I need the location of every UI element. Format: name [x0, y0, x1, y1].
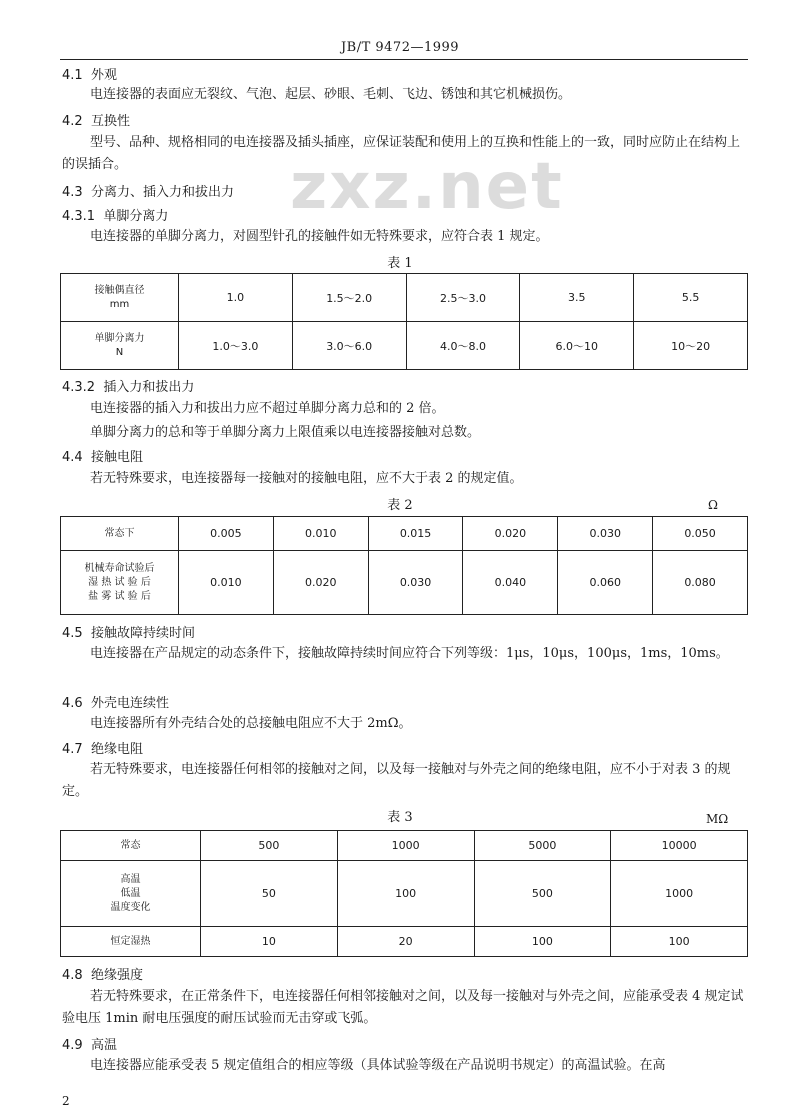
table-row — [61, 927, 748, 957]
table-3-caption: 表 3 — [387, 810, 413, 825]
table-row-header: 单脚分离力 N — [61, 322, 179, 370]
table-cell: 0.020 — [463, 517, 558, 551]
table-cell: 3.0～6.0 — [292, 322, 406, 370]
table-row-header: 常态下 — [61, 517, 179, 551]
table-cell: 1.0～3.0 — [179, 322, 293, 370]
table-cell: 100 — [474, 927, 611, 957]
table-cell: 500 — [201, 831, 338, 861]
table-row — [61, 831, 748, 861]
table-cell: 0.060 — [558, 551, 653, 615]
section-4-3-heading — [62, 181, 234, 200]
table-cell: 0.010 — [273, 517, 368, 551]
section-4-5-heading — [62, 622, 195, 641]
table-2 — [60, 516, 748, 615]
table-cell: 20 — [337, 927, 474, 957]
table-1-caption: 表 1 — [387, 256, 413, 271]
section-number: 4.5 — [62, 626, 83, 641]
table-row-header: 接触偶直径 mm — [61, 274, 179, 322]
section-4-8-text: 若无特殊要求，在正常条件下，电连接器任何相邻接触对之间，以及每一接触对与外壳之间，应能承受表 4 规定试验电压 1min 耐电压强度的耐压试验而无击穿或飞弧。 — [62, 989, 744, 1026]
section-4-6-heading — [62, 692, 169, 711]
table-row — [61, 861, 748, 927]
section-4-6-text: 电连接器所有外壳结合处的总接触电阻应不大于 2mΩ。 — [90, 716, 412, 731]
table-cell: 0.050 — [653, 517, 748, 551]
table-cell: 1000 — [611, 861, 748, 927]
table-cell: 0.005 — [179, 517, 274, 551]
table-row-header: 高温 低温 温度变化 — [61, 861, 201, 927]
section-4-4-text: 若无特殊要求，电连接器每一接触对的接触电阻，应不大于表 2 的规定值。 — [90, 471, 523, 486]
section-4-3-1-heading — [62, 205, 168, 224]
section-number: 4.9 — [62, 1038, 83, 1053]
table-3-unit: MΩ — [706, 812, 729, 826]
table-row — [61, 551, 748, 615]
section-4-7-text: 若无特殊要求，电连接器任何相邻的接触对之间，以及每一接触对与外壳之间的绝缘电阻，应不小于对表 3 的规定。 — [62, 762, 731, 799]
table-3 — [60, 830, 748, 957]
table-row-header: 常态 — [61, 831, 201, 861]
table-cell: 1000 — [337, 831, 474, 861]
table-cell: 4.0～8.0 — [406, 322, 520, 370]
section-4-3-2-text-2: 单脚分离力的总和等于单脚分离力上限值乘以电连接器接触对总数。 — [90, 425, 481, 440]
table-cell: 0.040 — [463, 551, 558, 615]
section-4-3-2-text-1: 电连接器的插入力和拔出力应不超过单脚分离力总和的 2 倍。 — [90, 401, 445, 416]
table-cell: 6.0～10 — [520, 322, 634, 370]
section-4-5-text: 电连接器在产品规定的动态条件下，接触故障持续时间应符合下列等级：1μs，10μs，100μs，1ms，10ms。 — [90, 646, 729, 661]
table-1 — [60, 273, 748, 370]
table-row-header: 机械寿命试验后 湿 热 试 验 后 盐 雾 试 验 后 — [61, 551, 179, 615]
watermark: zxz.net — [290, 150, 564, 224]
table-row — [61, 322, 748, 370]
table-cell: 100 — [337, 861, 474, 927]
section-4-1-heading — [62, 64, 117, 83]
page-header: JB/T 9472—1999 — [340, 40, 460, 55]
section-title: 绝缘强度 — [90, 968, 143, 983]
section-4-3-1-text: 电连接器的单脚分离力，对圆型针孔的接触件如无特殊要求，应符合表 1 规定。 — [90, 229, 549, 244]
table-cell: 0.080 — [653, 551, 748, 615]
table-cell: 5000 — [474, 831, 611, 861]
section-number: 4.1 — [62, 68, 83, 83]
section-4-4-heading — [62, 446, 143, 465]
section-4-2-heading — [62, 110, 130, 129]
section-number: 4.3 — [62, 185, 83, 200]
section-number: 4.2 — [62, 114, 83, 129]
table-row-header: 恒定湿热 — [61, 927, 201, 957]
section-4-9-text: 电连接器应能承受表 5 规定值组合的相应等级（具体试验等级在产品说明书规定）的高温试验。在高 — [90, 1058, 666, 1073]
header-rule — [60, 59, 748, 60]
table-row — [61, 517, 748, 551]
table-cell: 0.030 — [558, 517, 653, 551]
table-2-caption: 表 2 — [387, 498, 413, 513]
table-row — [61, 274, 748, 322]
section-number: 4.3.2 — [62, 380, 96, 395]
table-cell: 100 — [611, 927, 748, 957]
table-cell: 5.5 — [634, 274, 748, 322]
section-4-2-text: 型号、品种、规格相同的电连接器及插头插座，应保证装配和使用上的互换和性能上的一致，同时应防止在结构上的误插合。 — [62, 135, 741, 172]
section-number: 4.3.1 — [62, 209, 96, 224]
section-title: 外壳电连续性 — [90, 696, 169, 711]
section-4-9-heading — [62, 1034, 117, 1053]
section-title: 绝缘电阻 — [90, 742, 143, 757]
table-cell: 1.5～2.0 — [292, 274, 406, 322]
table-cell: 500 — [474, 861, 611, 927]
table-cell: 2.5～3.0 — [406, 274, 520, 322]
section-number: 4.4 — [62, 450, 83, 465]
section-title: 外观 — [90, 68, 117, 83]
section-4-7-heading — [62, 738, 143, 757]
table-cell: 0.030 — [368, 551, 463, 615]
section-title: 互换性 — [90, 114, 130, 129]
section-title: 高温 — [90, 1038, 117, 1053]
section-number: 4.7 — [62, 742, 83, 757]
table-cell: 10000 — [611, 831, 748, 861]
section-title: 分离力、插入力和拔出力 — [90, 185, 234, 200]
table-cell: 0.010 — [179, 551, 274, 615]
section-number: 4.8 — [62, 968, 83, 983]
section-title: 插入力和拔出力 — [103, 380, 195, 395]
table-cell: 3.5 — [520, 274, 634, 322]
table-cell: 10 — [201, 927, 338, 957]
table-cell: 0.015 — [368, 517, 463, 551]
section-4-8-heading — [62, 964, 143, 983]
section-title: 接触电阻 — [90, 450, 143, 465]
section-number: 4.6 — [62, 696, 83, 711]
section-4-1-text: 电连接器的表面应无裂纹、气泡、起层、砂眼、毛刺、飞边、锈蚀和其它机械损伤。 — [90, 87, 572, 102]
table-cell: 0.020 — [273, 551, 368, 615]
table-cell: 50 — [201, 861, 338, 927]
table-2-unit: Ω — [708, 498, 718, 512]
page-number: 2 — [62, 1094, 70, 1108]
section-4-3-2-heading — [62, 376, 194, 395]
table-cell: 1.0 — [179, 274, 293, 322]
table-cell: 10～20 — [634, 322, 748, 370]
section-title: 单脚分离力 — [103, 209, 169, 224]
section-title: 接触故障持续时间 — [90, 626, 195, 641]
